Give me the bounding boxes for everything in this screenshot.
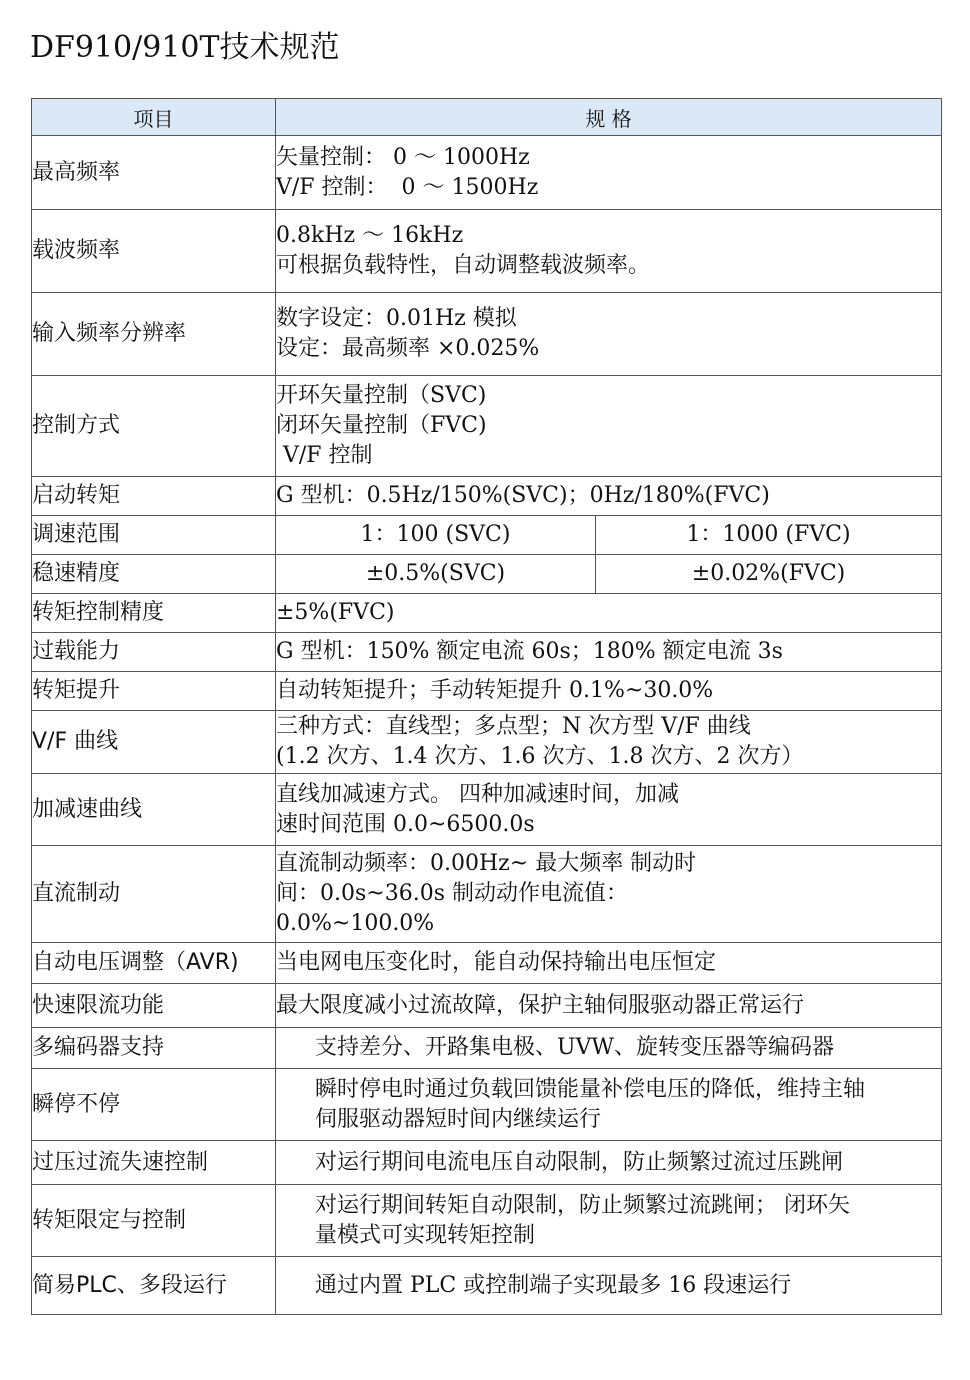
row-label: 启动转矩: [32, 477, 276, 516]
row-value: [276, 774, 942, 846]
value-line: 闭环矢量控制（FVC): [276, 413, 487, 438]
row-label: 直流制动: [32, 846, 276, 943]
row-value: [276, 210, 942, 293]
value-line: G 型机：150% 额定电流 60s；180% 额定电流 3s: [276, 639, 783, 664]
value-line: 间：0.0s~36.0s 制动动作电流值：: [276, 881, 628, 906]
row-value: [276, 711, 942, 774]
row-value: [276, 1069, 942, 1141]
value-line: 最大限度减小过流故障，保护主轴伺服驱动器正常运行: [276, 992, 805, 1018]
row-label: 瞬停不停: [32, 1069, 276, 1141]
value-line: G 型机：0.5Hz/150%(SVC)；0Hz/180%(FVC): [276, 483, 770, 508]
value-line: 量模式可实现转矩控制: [315, 1222, 536, 1248]
row-value: [276, 293, 942, 376]
table-row: [32, 293, 942, 376]
table-row: [32, 136, 942, 210]
value-line: 速时间范围 0.0~6500.0s: [276, 811, 535, 837]
value-line: 数字设定：0.01Hz 模拟: [276, 306, 517, 331]
table-row: [32, 1257, 942, 1315]
header-spec: 规 格: [276, 99, 942, 136]
value-line: 直线加减速方式。 四种加减速时间，加减: [276, 781, 679, 807]
table-row: [32, 846, 942, 943]
table-row: [32, 1028, 942, 1069]
row-value: [276, 943, 942, 984]
row-label: 加减速曲线: [32, 774, 276, 846]
spec-table: [31, 98, 942, 1315]
row-label: 控制方式: [32, 376, 276, 477]
row-label: 过压过流失速控制: [32, 1141, 276, 1185]
value-line: 瞬时停电时通过负载回馈能量补偿电压的降低，维持主轴: [315, 1076, 866, 1102]
table-row: [32, 477, 942, 516]
row-label: 转矩控制精度: [32, 594, 276, 633]
row-value-cell: ±0.02%(FVC): [596, 555, 942, 594]
table-row: [32, 1141, 942, 1185]
value-line: 0.8kHz ～ 16kHz: [276, 223, 464, 248]
row-value: [276, 594, 942, 633]
row-value-cell: ±0.5%(SVC): [276, 555, 596, 594]
table-row: [32, 984, 942, 1028]
row-value: [276, 846, 942, 943]
value-line: V/F 控制： 0 ～ 1500Hz: [276, 174, 539, 200]
table-row: [32, 1185, 942, 1257]
value-line: (1.2 次方、1.4 次方、1.6 次方、1.8 次方、2 次方）: [276, 744, 804, 769]
value-line: 对运行期间电流电压自动限制，防止频繁过流过压跳闸: [315, 1149, 844, 1175]
value-line: 开环矢量控制（SVC): [276, 383, 487, 408]
value-line: 可根据负载特性，自动调整载波频率。: [276, 253, 651, 278]
row-value: [276, 1141, 942, 1185]
table-row: [32, 672, 942, 711]
page-title: DF910/910T技术规范: [30, 30, 340, 65]
value-line: 当电网电压变化时，能自动保持输出电压恒定: [276, 950, 717, 975]
row-label: 快速限流功能: [32, 984, 276, 1028]
row-value: [276, 376, 942, 477]
table-row: [32, 594, 942, 633]
value-line: 三种方式：直线型；多点型；N 次方型 V/F 曲线: [276, 714, 751, 739]
table-row: [32, 711, 942, 774]
value-line: V/F 控制: [276, 443, 373, 468]
table-row: [32, 516, 942, 555]
value-line: 矢量控制： 0 ～ 1000Hz: [276, 144, 530, 170]
row-label: 转矩限定与控制: [32, 1185, 276, 1257]
row-label: 转矩提升: [32, 672, 276, 711]
row-label: 自动电压调整（AVR): [32, 943, 276, 984]
value-line: 0.0%~100.0%: [276, 911, 435, 936]
row-label: 调速范围: [32, 516, 276, 555]
table-row: [32, 633, 942, 672]
table-row: [32, 555, 942, 594]
table-header-row: [32, 99, 942, 136]
value-line: 直流制动频率：0.00Hz~ 最大频率 制动时: [276, 851, 697, 876]
table-row: [32, 943, 942, 984]
row-value: [276, 136, 942, 210]
row-value: [276, 1028, 942, 1069]
row-label: 过载能力: [32, 633, 276, 672]
row-label: 载波频率: [32, 210, 276, 293]
value-line: 设定：最高频率 ×0.025%: [276, 336, 540, 361]
row-value-cell: 1：1000 (FVC): [596, 516, 942, 555]
row-value: [276, 1185, 942, 1257]
row-label: 输入频率分辨率: [32, 293, 276, 376]
row-value: [276, 633, 942, 672]
row-label: 稳速精度: [32, 555, 276, 594]
row-value: [276, 477, 942, 516]
value-line: 支持差分、开路集电极、UVW、旋转变压器等编码器: [315, 1035, 835, 1060]
header-item: 项目: [32, 99, 276, 136]
value-line: 对运行期间转矩自动限制，防止频繁过流跳闸； 闭环矢: [315, 1192, 850, 1218]
value-line: ±5%(FVC): [276, 600, 395, 625]
value-line: 自动转矩提升；手动转矩提升 0.1%~30.0%: [276, 678, 714, 703]
row-label: 多编码器支持: [32, 1028, 276, 1069]
table-row: [32, 774, 942, 846]
row-value: [276, 984, 942, 1028]
row-value-cell: 1：100 (SVC): [276, 516, 596, 555]
row-value: [276, 1257, 942, 1315]
table-row: [32, 210, 942, 293]
row-value: [276, 672, 942, 711]
row-label: 简易PLC、多段运行: [32, 1257, 276, 1315]
table-row: [32, 376, 942, 477]
table-row: [32, 1069, 942, 1141]
value-line: 伺服驱动器短时间内继续运行: [315, 1106, 602, 1132]
value-line: 通过内置 PLC 或控制端子实现最多 16 段速运行: [315, 1272, 792, 1298]
row-label: V/F 曲线: [32, 711, 276, 774]
row-label: 最高频率: [32, 136, 276, 210]
